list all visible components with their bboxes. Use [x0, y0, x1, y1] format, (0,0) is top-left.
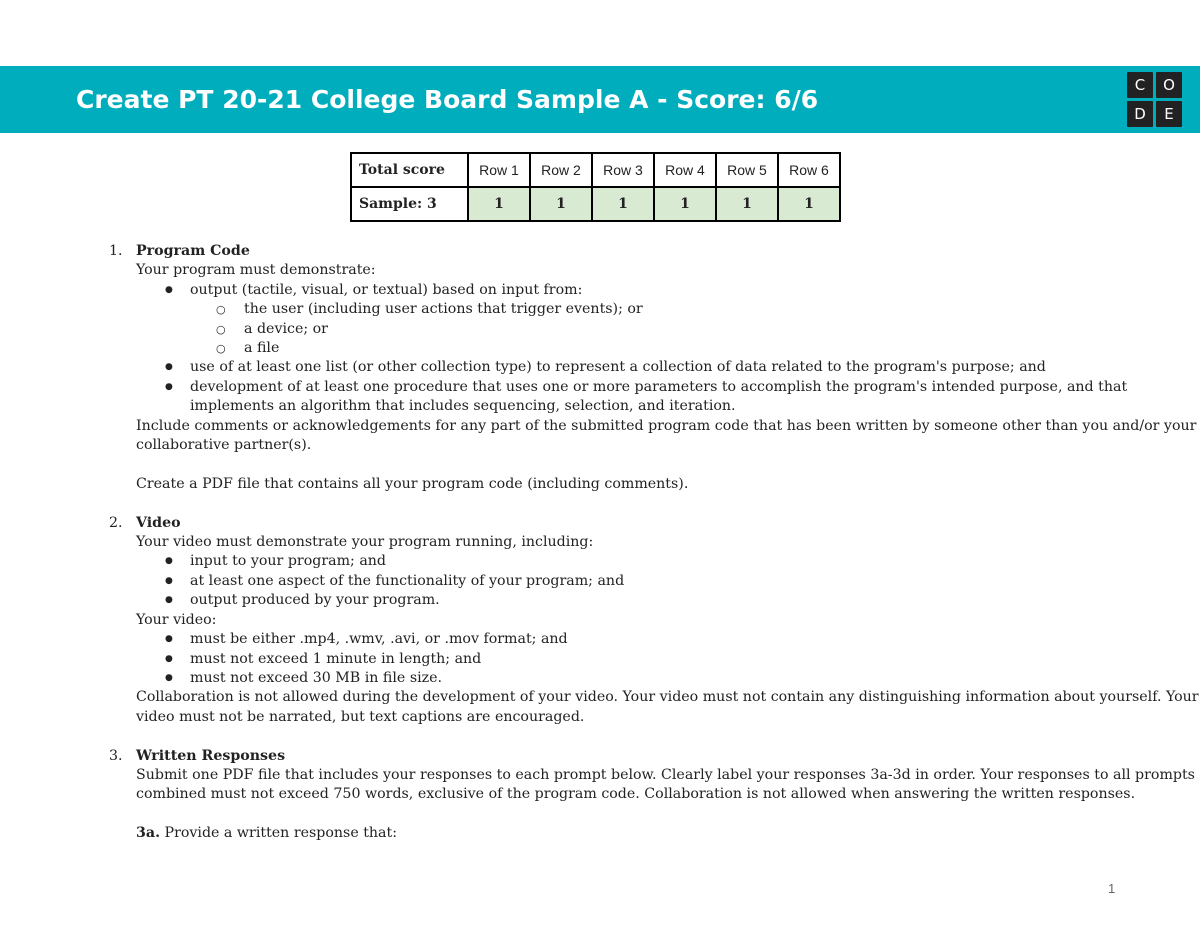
- list-item: ● must not exceed 1 minute in length; and: [136, 650, 1200, 669]
- document-body: [0, 242, 1200, 844]
- score-table: [350, 152, 841, 222]
- sub-bullet-list: [190, 300, 1200, 358]
- column-header: Row 6: [778, 153, 840, 187]
- column-header: Row 4: [654, 153, 716, 187]
- prompt-label: 3a.: [136, 825, 161, 842]
- section-title: Video: [136, 514, 181, 531]
- sub-list-item: ○ the user (including user actions that trigger events); or: [190, 300, 1200, 319]
- section-intro: Your video:: [136, 611, 217, 628]
- section-intro: Your program must demonstrate:: [136, 262, 376, 279]
- section-video: [0, 514, 1200, 747]
- score-cell: 1: [778, 187, 840, 221]
- total-score-label: Total score: [351, 153, 468, 187]
- list-item: ● output produced by your program.: [136, 591, 1200, 610]
- sample-label: Sample: 3: [351, 187, 468, 221]
- prompt-3a: [136, 824, 1200, 843]
- column-header: Row 3: [592, 153, 654, 187]
- section-body: Submit one PDF file that includes your responses to each prompt below. Clearly label your responses 3a-3d in order. Your responses to all prompts combined must not exceed 750 words, exclusive of the program code. Collaboration is not allowed when answering the written responses.: [136, 766, 1195, 803]
- list-item: ● development of at least one procedure that uses one or more parameters to accomplish the program's intended purpose, and that implements an algorithm that includes sequencing, selection, and iteration.: [136, 378, 1200, 417]
- section-intro: Your video must demonstrate your program running, including:: [136, 534, 594, 551]
- section-title: Program Code: [136, 243, 250, 259]
- section-title: Written Responses: [136, 747, 286, 764]
- list-item: ● must be either .mp4, .wmv, .avi, or .mov format; and: [136, 630, 1200, 649]
- bullet-list: [136, 281, 1200, 417]
- score-table-sample-row: [351, 187, 840, 221]
- comments-requirement: Include comments or acknowledgements for any part of the submitted program code that has been written by someone other than you and/or your collaborative partner(s).: [136, 417, 1197, 454]
- score-cell: 1: [654, 187, 716, 221]
- list-item: ● at least one aspect of the functionality of your program; and: [136, 572, 1200, 591]
- logo-letter: E: [1156, 101, 1182, 127]
- list-item: ● input to your program; and: [136, 552, 1200, 571]
- section-written-responses: [0, 747, 1200, 844]
- page-number: 1: [1108, 881, 1116, 896]
- column-header: Row 2: [530, 153, 592, 187]
- section-number: 1.: [109, 243, 123, 259]
- code-org-logo: [1127, 72, 1182, 127]
- sub-list-item: ○ a device; or: [190, 320, 1200, 339]
- score-cell: 1: [468, 187, 530, 221]
- list-item-text: output (tactile, visual, or textual) based on input from:: [190, 281, 583, 298]
- section-number: 3.: [109, 747, 123, 764]
- score-cell: 1: [530, 187, 592, 221]
- column-header: Row 5: [716, 153, 778, 187]
- score-cell: 1: [592, 187, 654, 221]
- prompt-text: Provide a written response that:: [160, 825, 397, 842]
- pdf-requirement: Create a PDF file that contains all your program code (including comments).: [136, 475, 689, 492]
- section-program-code: [0, 242, 1200, 514]
- header-banner: [0, 66, 1200, 133]
- list-item: ● must not exceed 30 MB in file size.: [136, 669, 1200, 688]
- sub-list-item: ○ a file: [190, 339, 1200, 358]
- bullet-list: [136, 630, 1200, 688]
- score-table-header-row: [351, 153, 840, 187]
- requirements-list: [0, 242, 1200, 844]
- list-item: [136, 281, 1200, 359]
- section-number: 2.: [109, 514, 123, 531]
- bullet-list: [136, 552, 1200, 610]
- list-item: ● use of at least one list (or other collection type) to represent a collection of data related to the program's purpose; and: [136, 358, 1200, 377]
- logo-letter: O: [1156, 72, 1182, 98]
- column-header: Row 1: [468, 153, 530, 187]
- page-title: Create PT 20-21 College Board Sample A - Score: 6/6: [76, 85, 819, 114]
- logo-letter: C: [1127, 72, 1153, 98]
- collaboration-note: Collaboration is not allowed during the development of your video. Your video must not contain any distinguishing information about yourself. Your video must not be narrated, but text captions are encouraged.: [136, 689, 1199, 725]
- score-cell: 1: [716, 187, 778, 221]
- logo-letter: D: [1127, 101, 1153, 127]
